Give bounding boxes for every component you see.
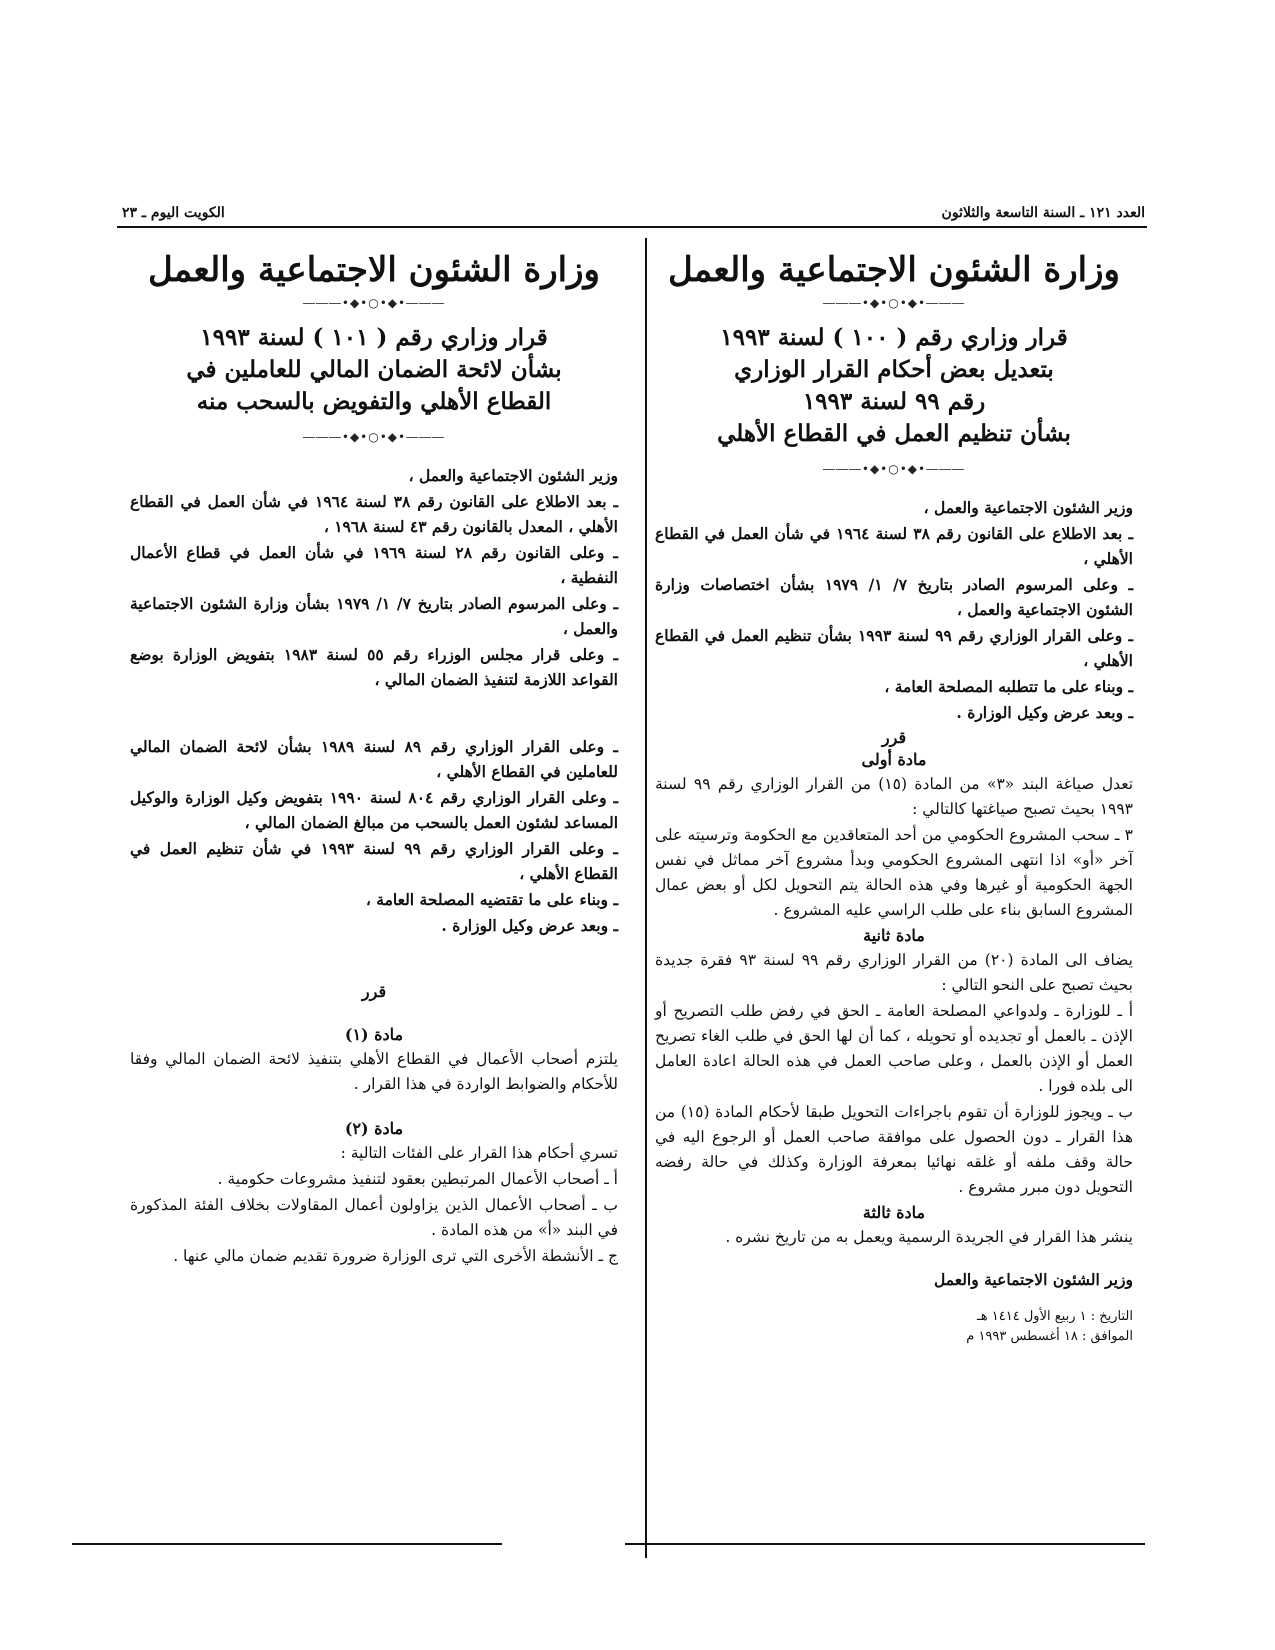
preamble-line: ـ وعلى قرار مجلس الوزراء رقم ٥٥ لسنة ١٩٨٣ بتفويض الوزارة بوضع القواعد اللازمة لتنفيذ الضمان المالي ،	[130, 645, 618, 689]
date-hijri: التاريخ : ١ ربيع الأول ١٤١٤ هـ	[977, 1309, 1133, 1324]
article-text: تسري أحكام هذا القرار على الفئات التالية :	[340, 1144, 618, 1162]
article-item: ب ـ ويجوز للوزارة أن تقوم باجراءات التحويل طبقا لأحكام المادة (١٥) من هذا القرار ـ دون الحصول على موافقة صاحب العمل أو الرجوع اليه في حالة وقف ملفه أو غلقه نهائيا بمعرفة الوزارة وكذلك في حالة رفضه التحويل دون مبرر مشروع .	[655, 1103, 1133, 1196]
title-line: قرار وزاري رقم ( ١٠٠ ) لسنة ١٩٩٣	[720, 324, 1068, 351]
header-left: الكويت اليوم ـ ٢٣	[122, 205, 225, 221]
article-text: يضاف الى المادة (٢٠) من القرار الوزاري رقم ٩٩ لسنة ٩٣ فقرة جديدة بحيث تصبح على النحو التالي :	[655, 951, 1133, 994]
preamble-line: ـ بعد الاطلاع على القانون رقم ٣٨ لسنة ١٩٦٤ في شأن العمل في القطاع الأهلي ، المعدل بالقانون رقم ٤٣ لسنة ١٩٦٨ ،	[130, 492, 618, 536]
ornament-divider: ―――•◆•○•◆•―――	[302, 296, 446, 310]
article-heading: مادة (٢)	[344, 1119, 404, 1138]
article-text: ينشر هذا القرار في الجريدة الرسمية ويعمل به من تاريخ نشره .	[725, 1228, 1133, 1246]
preamble-line: ـ وعلى القانون رقم ٢٨ لسنة ١٩٦٩ في شأن العمل في قطاع الأعمال النفطية ،	[130, 543, 618, 587]
article-heading: مادة ثالثة	[862, 1203, 926, 1222]
preamble-line: ـ وعلى المرسوم الصادر بتاريخ ٧/ ١/ ١٩٧٩ بشأن اختصاصات وزارة الشئون الاجتماعية والعمل ،	[655, 575, 1133, 619]
ornament-divider: ―――•◆•○•◆•―――	[822, 462, 966, 476]
preamble-line: ـ وبناء على ما تتطلبه المصلحة العامة ،	[884, 677, 1133, 696]
article-item: ج ـ الأنشطة الأخرى التي ترى الوزارة ضرورة تقديم ضمان مالي عنها .	[173, 1247, 618, 1265]
title-line: بتعديل بعض أحكام القرار الوزاري	[734, 356, 1054, 383]
title-line: بشأن تنظيم العمل في القطاع الأهلي	[717, 420, 1071, 447]
ministry-title: وزارة الشئون الاجتماعية والعمل	[148, 250, 600, 290]
ministry-title: وزارة الشئون الاجتماعية والعمل	[668, 250, 1120, 290]
article-heading: مادة ثانية	[863, 926, 925, 945]
article-item: أ ـ أصحاب الأعمال المرتبطين بعقود لتنفيذ مشروعات حكومية .	[217, 1170, 618, 1188]
preamble-line: ـ وعلى القرار الوزاري رقم ٩٩ لسنة ١٩٩٣ بشأن تنظيم العمل في القطاع الأهلي ،	[655, 626, 1133, 670]
date-gregorian: الموافق : ١٨ أغسطس ١٩٩٣ م	[966, 1329, 1133, 1344]
title-line: رقم ٩٩ لسنة ١٩٩٣	[802, 388, 986, 415]
ornament-divider: ―――•◆•○•◆•―――	[302, 430, 446, 444]
article-text: تعدل صياغة البند «٣» من المادة (١٥) من القرار الوزاري رقم ٩٩ لسنة ١٩٩٣ بحيث تصبح صياغتها كالتالي :	[655, 775, 1134, 818]
article-item: ب ـ أصحاب الأعمال الذين يزاولون أعمال المقاولات بخلاف الفئة المذكورة في البند «أ» من هذه المادة .	[130, 1196, 618, 1239]
preamble-line: ـ وبناء على ما تقتضيه المصلحة العامة ،	[365, 890, 618, 909]
article-item: ٣ ـ سحب المشروع الحكومي من أحد المتعاقدين مع الحكومة وترسيته على آخر «أو» اذا انتهى المشروع الحكومي وبدأ مشروع آخر مماثل في نفس الجهة الحكومية أو غيرها وفي هذه الحالة يتم التحويل لكل أو بعض عمال المشروع السابق بناء على طلب الراسي عليه المشروع .	[655, 826, 1133, 919]
article-heading: مادة أولى	[861, 750, 927, 769]
title-line: بشأن لائحة الضمان المالي للعاملين في	[186, 356, 562, 383]
preamble-line: وزير الشئون الاجتماعية والعمل ،	[923, 498, 1133, 517]
decision-title	[130, 322, 618, 418]
title-line: القطاع الأهلي والتفويض بالسحب منه	[196, 388, 552, 415]
preamble-line: ـ وعلى المرسوم الصادر بتاريخ ٧/ ١/ ١٩٧٩ بشأن وزارة الشئون الاجتماعية والعمل ،	[130, 594, 619, 638]
bottom-rule-right	[625, 1543, 1145, 1545]
article-item: أ ـ للوزارة ـ ولدواعي المصلحة العامة ـ الحق في رفض طلب التصريح أو الإذن ـ بالعمل أو تجديده أو تحويله ، كما أن لها الحق في طلب الغاء تصريح العمل أو الإذن بالعمل ، وعلى صاحب العمل في هذه الحالة اعادة العامل الى بلده فورا .	[655, 1002, 1133, 1095]
article-heading: مادة (١)	[344, 1025, 404, 1044]
preamble-line: ـ وعلى القرار الوزاري رقم ٩٩ لسنة ١٩٩٣ في شأن تنظيم العمل في القطاع الأهلي ،	[130, 839, 618, 883]
preamble-line: ـ بعد الاطلاع على القانون رقم ٣٨ لسنة ١٩٦٤ في شأن العمل في القطاع الأهلي ،	[655, 524, 1133, 568]
decision-101-column	[130, 236, 618, 1270]
column-divider	[645, 238, 647, 1558]
decision-100-column	[655, 236, 1133, 1347]
ornament-divider: ―――•◆•○•◆•―――	[822, 296, 966, 310]
preamble-line: وزير الشئون الاجتماعية والعمل ،	[408, 466, 618, 485]
preamble-line: ـ وعلى القرار الوزاري رقم ٨٠٤ لسنة ١٩٩٠ بتفويض وكيل الوزارة والوكيل المساعد لشئون العمل بالسحب من مبالغ الضمان المالي ،	[130, 788, 618, 832]
header-right: العدد ١٢١ ـ السنة التاسعة والثلاثون	[941, 205, 1145, 221]
bottom-rule-left	[72, 1543, 502, 1545]
signature-title: وزير الشئون الاجتماعية والعمل	[934, 1270, 1133, 1289]
title-line: قرار وزاري رقم ( ١٠١ ) لسنة ١٩٩٣	[200, 324, 548, 351]
preamble-line: ـ وعلى القرار الوزاري رقم ٨٩ لسنة ١٩٨٩ بشأن لائحة الضمان المالي للعاملين في القطاع الأهلي ،	[130, 737, 618, 781]
decision-title	[655, 322, 1133, 450]
preamble-line: ـ وبعد عرض وكيل الوزارة .	[956, 703, 1133, 722]
preamble-line: ـ وبعد عرض وكيل الوزارة .	[441, 916, 618, 935]
decides-heading: قرر	[881, 728, 907, 747]
decides-heading: قرر	[361, 982, 387, 1001]
header-rule	[117, 226, 1147, 228]
article-text: يلتزم أصحاب الأعمال في القطاع الأهلي بتنفيذ لائحة الضمان المالي وفقا للأحكام والضوابط الواردة في هذا القرار .	[130, 1050, 618, 1093]
